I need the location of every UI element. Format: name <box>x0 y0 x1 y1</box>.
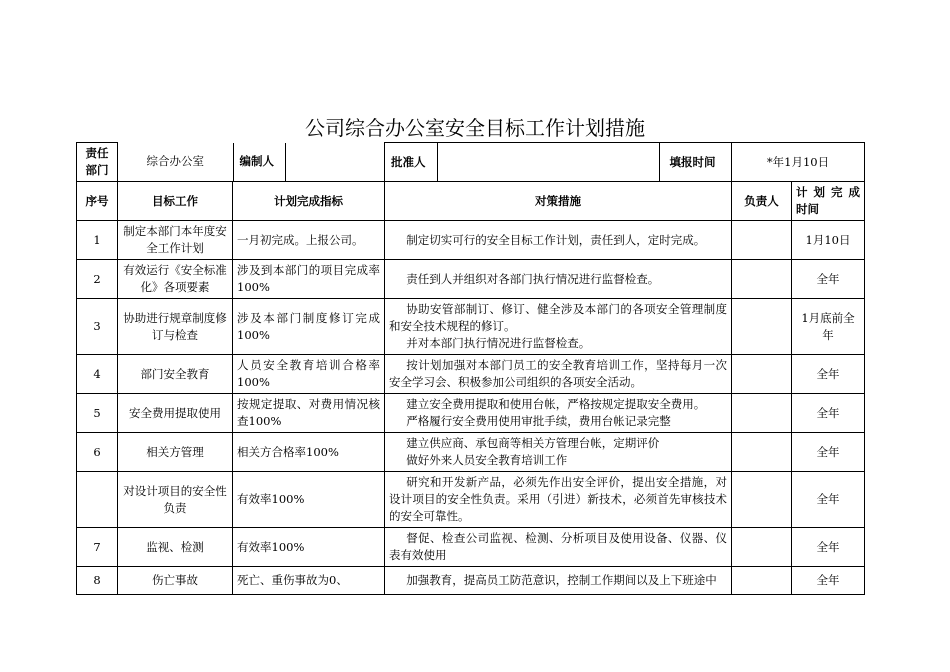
editor-value[interactable] <box>285 143 385 181</box>
table-row <box>77 355 865 394</box>
row-owner <box>732 260 792 299</box>
row-goal: 对设计项目的安全性负责 <box>118 472 233 528</box>
table-row <box>77 528 865 567</box>
row-no: 6 <box>77 433 118 472</box>
table-row <box>77 221 865 260</box>
measure-line: 协助安管部制订、修订、健全涉及本部门的各项安全管理制度和安全技术规程的修订。 <box>389 302 727 333</box>
row-goal: 协助进行规章制度修订与检查 <box>118 299 233 355</box>
row-deadline: 全年 <box>792 567 865 595</box>
row-owner <box>732 433 792 472</box>
row-indicator: 有效率100% <box>233 472 385 528</box>
row-goal: 相关方管理 <box>118 433 233 472</box>
row-measures <box>385 567 732 595</box>
measure-line: 责任到人并组织对各部门执行情况进行监督检查。 <box>406 271 660 286</box>
row-no: 4 <box>77 355 118 394</box>
measure-line: 按计划加强对本部门员工的安全教育培训工作，坚持每月一次安全学习会、积极参加公司组织的各项安全活动。 <box>389 358 727 389</box>
table-row <box>77 260 865 299</box>
row-indicator: 涉及到本部门的项目完成率100% <box>233 260 385 299</box>
dept-value: 综合办公室 <box>118 143 233 181</box>
row-measures <box>385 528 732 567</box>
measure-line: 督促、检查公司监视、检测、分析项目及使用设备、仪器、仪表有效使用 <box>389 531 727 562</box>
row-deadline: 全年 <box>792 528 865 567</box>
row-owner <box>732 528 792 567</box>
row-deadline: 全年 <box>792 394 865 433</box>
row-no: 5 <box>77 394 118 433</box>
document-title: 公司综合办公室安全目标工作计划措施 <box>305 116 645 140</box>
row-deadline: 全年 <box>792 433 865 472</box>
row-goal: 制定本部门本年度安全工作计划 <box>118 221 233 260</box>
approver-value[interactable] <box>437 143 659 181</box>
measure-line: 做好外来人员安全教育培训工作 <box>406 453 568 467</box>
row-owner <box>732 567 792 595</box>
row-indicator: 按规定提取、对费用情况核查100% <box>233 394 385 433</box>
row-no: 1 <box>77 221 118 260</box>
measure-line: 建立安全费用提取和使用台帐，严格按规定提取安全费用。 <box>406 397 706 411</box>
plan-table <box>76 142 865 595</box>
row-owner <box>732 394 792 433</box>
date-label: 填报时间 <box>669 154 716 169</box>
measure-line: 加强教育，提高员工防范意识，控制工作期间以及上下班途中 <box>406 573 717 587</box>
col-deadline: 计 划 完 成 时间 <box>792 182 865 221</box>
row-deadline: 全年 <box>792 355 865 394</box>
date-value: *年1月10日 <box>732 143 865 182</box>
col-goal: 目标工作 <box>118 182 233 221</box>
row-measures <box>385 394 732 433</box>
row-no: 7 <box>77 528 118 567</box>
row-indicator: 一月初完成。上报公司。 <box>233 221 385 260</box>
row-indicator: 相关方合格率100% <box>233 433 385 472</box>
row-measures <box>385 472 732 528</box>
row-no: 3 <box>77 299 118 355</box>
row-goal: 监视、检测 <box>118 528 233 567</box>
col-measures: 对策措施 <box>385 182 732 221</box>
row-deadline: 1月底前全年 <box>792 299 865 355</box>
row-owner <box>732 472 792 528</box>
row-goal: 安全费用提取使用 <box>118 394 233 433</box>
row-measures <box>385 433 732 472</box>
col-no: 序号 <box>77 182 118 221</box>
row-measures <box>385 299 732 355</box>
row-indicator: 人员安全教育培训合格率100% <box>233 355 385 394</box>
measure-line: 严格履行安全费用使用审批手续，费用台帐记录完整 <box>406 414 671 428</box>
col-owner: 负责人 <box>732 182 792 221</box>
row-deadline: 全年 <box>792 472 865 528</box>
col-indicator: 计划完成指标 <box>233 182 385 221</box>
row-deadline: 全年 <box>792 260 865 299</box>
approver-label: 批准人 <box>385 143 437 181</box>
editor-label: 编制人 <box>233 143 285 181</box>
row-no <box>77 472 118 528</box>
row-indicator: 死亡、重伤事故为0、 <box>233 567 385 595</box>
table-row <box>77 472 865 528</box>
row-measures <box>385 355 732 394</box>
row-indicator: 涉及本部门制度修订完成100% <box>233 299 385 355</box>
measure-line: 制定切实可行的安全目标工作计划，责任到人，定时完成。 <box>406 232 706 247</box>
row-measures <box>385 221 732 260</box>
measure-line: 建立供应商、承包商等相关方管理台帐，定期评价 <box>406 436 660 450</box>
row-no: 2 <box>77 260 118 299</box>
row-deadline: 1月10日 <box>792 221 865 260</box>
row-owner <box>732 299 792 355</box>
row-owner <box>732 355 792 394</box>
row-measures <box>385 260 732 299</box>
measure-line: 研究和开发新产品，必须先作出安全评价，提出安全措施，对设计项目的安全性负责。采用（引进）新技术，必须首先审核技术的安全可靠性。 <box>389 475 727 523</box>
header-info-row <box>77 143 865 182</box>
row-no: 8 <box>77 567 118 595</box>
row-goal: 有效运行《安全标准化》各项要素 <box>118 260 233 299</box>
table-row <box>77 394 865 433</box>
dept-label: 责任部门 <box>77 143 118 182</box>
table-row <box>77 567 865 595</box>
column-header-row <box>77 182 865 221</box>
table-row <box>77 433 865 472</box>
row-goal: 部门安全教育 <box>118 355 233 394</box>
row-indicator: 有效率100% <box>233 528 385 567</box>
table-row <box>77 299 865 355</box>
row-goal: 伤亡事故 <box>118 567 233 595</box>
measure-line: 并对本部门执行情况进行监督检查。 <box>406 336 591 350</box>
row-owner <box>732 221 792 260</box>
